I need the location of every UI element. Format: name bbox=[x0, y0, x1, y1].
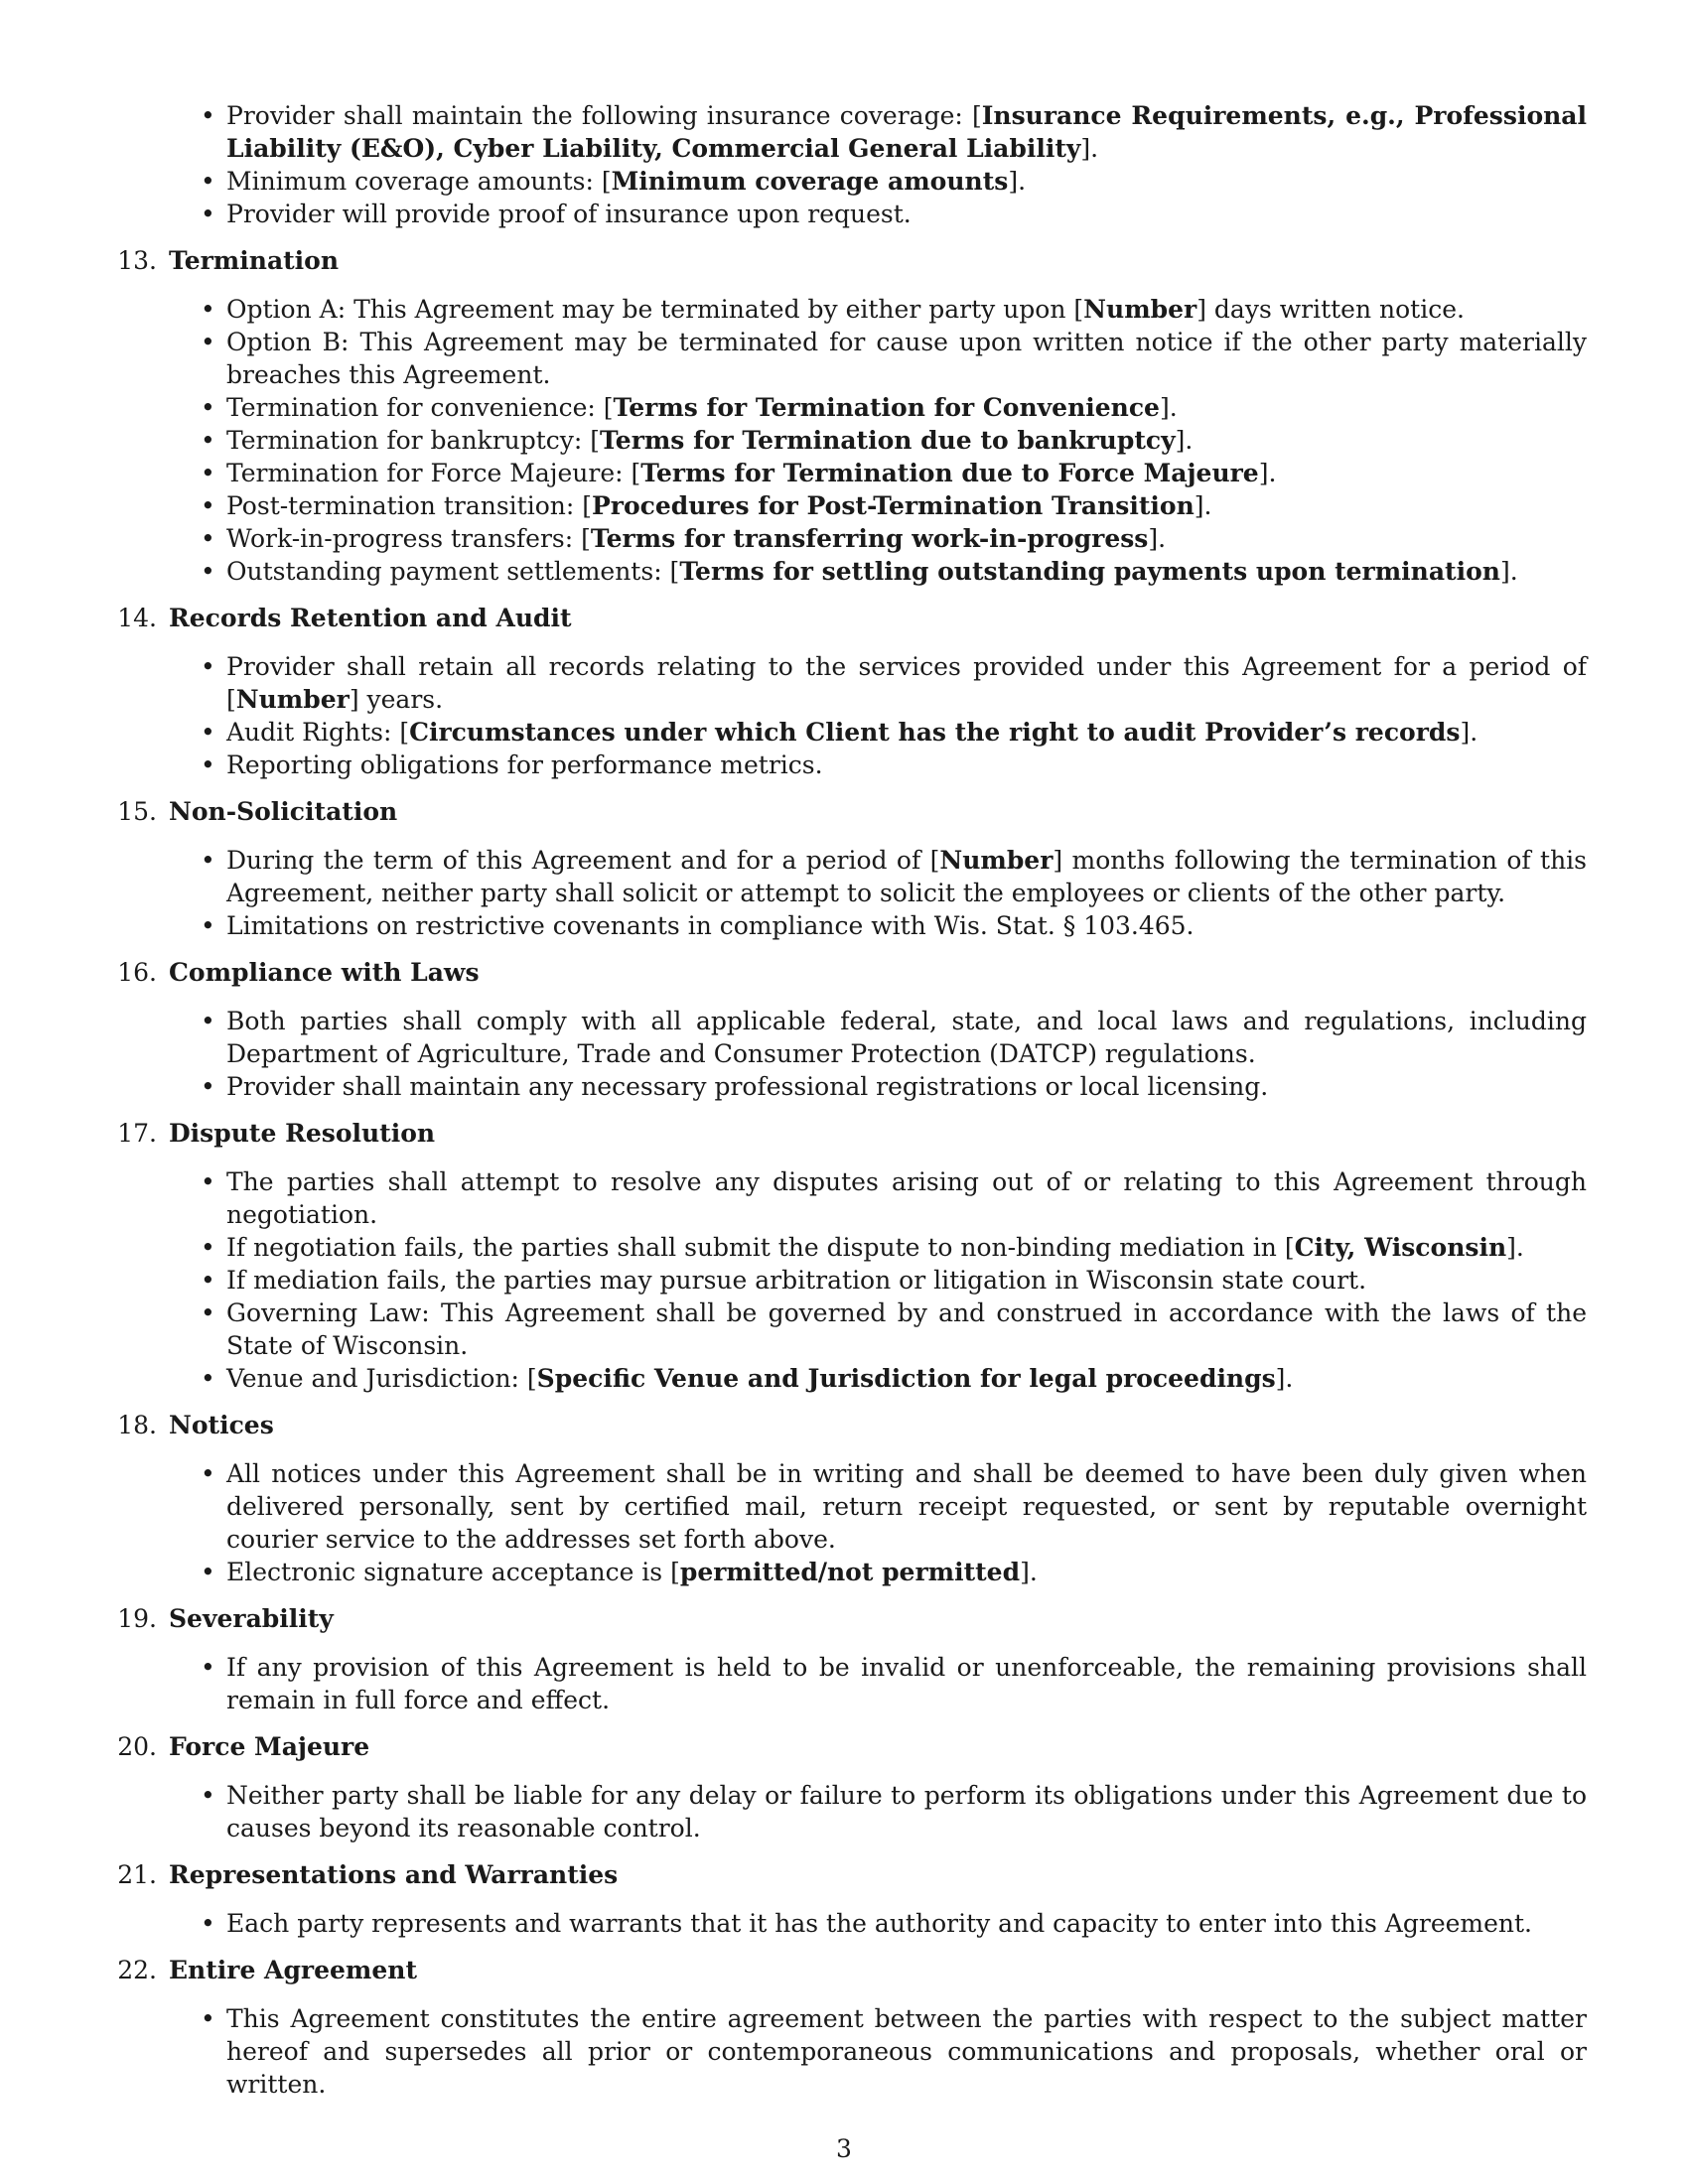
item-text: Termination for Force Majeure: [ bbox=[226, 459, 641, 487]
item-text: Termination for bankruptcy: [ bbox=[226, 426, 601, 455]
section-number: 16. bbox=[117, 958, 157, 987]
section-bullet-list bbox=[117, 2002, 1587, 2101]
section-bullet-list bbox=[117, 1165, 1587, 1395]
section bbox=[117, 602, 1587, 781]
item-text: Each party represents and warrants that it has the authority and capacity to enter into this Agreement. bbox=[226, 1909, 1533, 1938]
item-text: Provider shall maintain the following insurance coverage: [ bbox=[226, 101, 982, 130]
list-item bbox=[226, 749, 1587, 781]
item-placeholder: Terms for Termination due to Force Majeure bbox=[640, 459, 1259, 487]
item-text-tail: ] days written notice. bbox=[1196, 295, 1465, 324]
section-bullet-list bbox=[117, 1457, 1587, 1588]
item-text: Both parties shall comply with all applicable federal, state, and local laws and regulations, including Department of Agriculture, Trade and Consumer Protection (DATCP) regulations. bbox=[226, 1007, 1587, 1068]
section bbox=[117, 795, 1587, 942]
section-title: Severability bbox=[169, 1604, 334, 1633]
item-text-tail: ]. bbox=[1159, 393, 1178, 422]
item-text-tail: ]. bbox=[1148, 524, 1167, 553]
item-placeholder: permitted/not permitted bbox=[679, 1558, 1021, 1586]
item-text: If any provision of this Agreement is held to be invalid or unenforceable, the remaining provisions shall remain in full force and effect. bbox=[226, 1653, 1587, 1714]
list-item bbox=[226, 1362, 1587, 1395]
section-title: Termination bbox=[169, 246, 340, 275]
section-heading bbox=[117, 956, 1587, 989]
item-text: Post-termination transition: [ bbox=[226, 491, 592, 520]
page-content bbox=[117, 99, 1587, 2101]
list-item bbox=[226, 650, 1587, 716]
list-item bbox=[226, 1264, 1587, 1297]
section-heading bbox=[117, 1730, 1587, 1763]
section-heading bbox=[117, 1602, 1587, 1635]
list-item bbox=[226, 909, 1587, 942]
item-text-tail: ]. bbox=[1175, 426, 1194, 455]
section-heading bbox=[117, 1954, 1587, 1986]
item-placeholder: Number bbox=[235, 685, 350, 714]
section-title: Representations and Warranties bbox=[169, 1860, 619, 1889]
section bbox=[117, 1954, 1587, 2101]
item-text: If negotiation fails, the parties shall submit the dispute to non-binding mediation in [ bbox=[226, 1233, 1295, 1262]
section-title: Non-Solicitation bbox=[169, 797, 398, 826]
list-item bbox=[226, 424, 1587, 457]
item-text: The parties shall attempt to resolve any disputes arising out of or relating to this Agreement through negotiation. bbox=[226, 1167, 1587, 1229]
section-number: 22. bbox=[117, 1956, 157, 1984]
item-text: Audit Rights: [ bbox=[226, 718, 410, 747]
item-text-tail: ]. bbox=[1080, 134, 1099, 163]
list-item bbox=[226, 1231, 1587, 1264]
section bbox=[117, 1730, 1587, 1844]
section-bullet-list bbox=[117, 293, 1587, 588]
item-text: Provider shall maintain any necessary professional registrations or local licensing. bbox=[226, 1072, 1269, 1101]
section bbox=[117, 956, 1587, 1103]
item-text: Electronic signature acceptance is [ bbox=[226, 1558, 680, 1586]
list-item bbox=[226, 489, 1587, 522]
item-text-tail: ]. bbox=[1194, 491, 1212, 520]
item-placeholder: Insurance Requirements, e.g., Professional Liability (E&O), Cyber Liability, Commercial General Liability bbox=[226, 101, 1587, 163]
section-bullet-list bbox=[117, 1005, 1587, 1103]
list-item bbox=[226, 1005, 1587, 1070]
section bbox=[117, 1409, 1587, 1588]
section-number: 21. bbox=[117, 1860, 157, 1889]
section bbox=[117, 244, 1587, 588]
section-heading bbox=[117, 1409, 1587, 1441]
item-text-tail: ]. bbox=[1008, 167, 1027, 196]
item-placeholder: City, Wisconsin bbox=[1294, 1233, 1507, 1262]
list-item bbox=[226, 1457, 1587, 1556]
item-placeholder: Procedures for Post-Termination Transition bbox=[591, 491, 1195, 520]
list-item bbox=[226, 555, 1587, 588]
list-item bbox=[226, 198, 1587, 230]
item-placeholder: Terms for settling outstanding payments upon termination bbox=[679, 557, 1500, 586]
section-title: Entire Agreement bbox=[169, 1956, 417, 1984]
section bbox=[117, 1602, 1587, 1716]
item-placeholder: Terms for transferring work-in-progress bbox=[590, 524, 1149, 553]
list-item bbox=[226, 522, 1587, 555]
item-text-tail: ]. bbox=[1499, 557, 1518, 586]
section-heading bbox=[117, 602, 1587, 634]
item-placeholder: Terms for Termination for Convenience bbox=[613, 393, 1160, 422]
section-title: Records Retention and Audit bbox=[169, 604, 572, 632]
item-text-tail: ]. bbox=[1258, 459, 1277, 487]
item-text: During the term of this Agreement and for a period of [ bbox=[226, 846, 940, 875]
item-placeholder: Circumstances under which Client has the right to audit Provider’s records bbox=[409, 718, 1461, 747]
item-text: All notices under this Agreement shall be in writing and shall be deemed to have been duly given when delivered personally, sent by certified mail, return receipt requested, or sent by reputable overnight courier service to the addresses set forth above. bbox=[226, 1459, 1587, 1554]
section-number: 14. bbox=[117, 604, 157, 632]
item-text: Termination for convenience: [ bbox=[226, 393, 614, 422]
section-heading bbox=[117, 1117, 1587, 1150]
list-item bbox=[226, 326, 1587, 391]
section-number: 19. bbox=[117, 1604, 157, 1633]
item-text-tail: ] years. bbox=[349, 685, 444, 714]
item-text-tail: ]. bbox=[1506, 1233, 1524, 1262]
list-item bbox=[226, 99, 1587, 165]
intro-bullet-list bbox=[117, 99, 1587, 230]
item-text: Neither party shall be liable for any delay or failure to perform its obligations under this Agreement due to causes beyond its reasonable control. bbox=[226, 1781, 1587, 1843]
section-heading bbox=[117, 244, 1587, 277]
item-text: Option A: This Agreement may be terminated by either party upon [ bbox=[226, 295, 1084, 324]
list-item bbox=[226, 1556, 1587, 1588]
section-bullet-list bbox=[117, 650, 1587, 781]
item-placeholder: Number bbox=[939, 846, 1054, 875]
item-placeholder: Minimum coverage amounts bbox=[611, 167, 1009, 196]
section-bullet-list bbox=[117, 1779, 1587, 1844]
section-bullet-list bbox=[117, 1907, 1587, 1940]
item-text: Reporting obligations for performance metrics. bbox=[226, 751, 823, 779]
section-number: 20. bbox=[117, 1732, 157, 1761]
section-bullet-list bbox=[117, 844, 1587, 942]
item-placeholder: Number bbox=[1083, 295, 1197, 324]
section-number: 13. bbox=[117, 246, 157, 275]
list-item bbox=[226, 293, 1587, 326]
section-heading bbox=[117, 795, 1587, 828]
section bbox=[117, 1117, 1587, 1395]
section bbox=[117, 1858, 1587, 1940]
item-text-tail: ]. bbox=[1460, 718, 1478, 747]
section-title: Compliance with Laws bbox=[169, 958, 480, 987]
list-item bbox=[226, 1165, 1587, 1231]
section-number: 15. bbox=[117, 797, 157, 826]
section-number: 17. bbox=[117, 1119, 157, 1148]
list-item bbox=[226, 1651, 1587, 1716]
list-item bbox=[226, 1297, 1587, 1362]
section-title: Dispute Resolution bbox=[169, 1119, 436, 1148]
list-item bbox=[226, 391, 1587, 424]
item-text: Provider shall retain all records relating to the services provided under this Agreement for a period of [ bbox=[226, 652, 1587, 714]
list-item bbox=[226, 1779, 1587, 1844]
item-text: Provider will provide proof of insurance upon request. bbox=[226, 200, 912, 228]
section-number: 18. bbox=[117, 1411, 157, 1439]
item-placeholder: Specific Venue and Jurisdiction for legal proceedings bbox=[536, 1364, 1276, 1393]
item-text: Minimum coverage amounts: [ bbox=[226, 167, 612, 196]
section-heading bbox=[117, 1858, 1587, 1891]
section-title: Notices bbox=[169, 1411, 274, 1439]
section-bullet-list bbox=[117, 1651, 1587, 1716]
item-text: Governing Law: This Agreement shall be governed by and construed in accordance with the laws of the State of Wisconsin. bbox=[226, 1298, 1587, 1360]
item-text-tail: ]. bbox=[1020, 1558, 1038, 1586]
list-item bbox=[226, 716, 1587, 749]
item-text: This Agreement constitutes the entire agreement between the parties with respect to the subject matter hereof and supersedes all prior or contemporaneous communications and proposals, whether oral or written. bbox=[226, 2004, 1587, 2099]
item-text: Venue and Jurisdiction: [ bbox=[226, 1364, 537, 1393]
item-text: Limitations on restrictive covenants in compliance with Wis. Stat. § 103.465. bbox=[226, 911, 1195, 940]
list-item bbox=[226, 1070, 1587, 1103]
section-title: Force Majeure bbox=[169, 1732, 370, 1761]
section-list bbox=[117, 244, 1587, 2101]
item-text-tail: ] months following the termination of this Agreement, neither party shall solicit or attempt to solicit the employees or clients of the other party. bbox=[226, 846, 1587, 907]
item-text: Work-in-progress transfers: [ bbox=[226, 524, 591, 553]
item-text: If mediation fails, the parties may pursue arbitration or litigation in Wisconsin state court. bbox=[226, 1266, 1367, 1295]
item-text: Outstanding payment settlements: [ bbox=[226, 557, 680, 586]
item-text: Option B: This Agreement may be terminated for cause upon written notice if the other party materially breaches this Agreement. bbox=[226, 328, 1587, 389]
list-item bbox=[226, 2002, 1587, 2101]
page-number: 3 bbox=[836, 2134, 852, 2163]
item-placeholder: Terms for Termination due to bankruptcy bbox=[600, 426, 1176, 455]
list-item bbox=[226, 1907, 1587, 1940]
list-item bbox=[226, 844, 1587, 909]
item-text-tail: ]. bbox=[1275, 1364, 1294, 1393]
list-item bbox=[226, 165, 1587, 198]
list-item bbox=[226, 457, 1587, 489]
